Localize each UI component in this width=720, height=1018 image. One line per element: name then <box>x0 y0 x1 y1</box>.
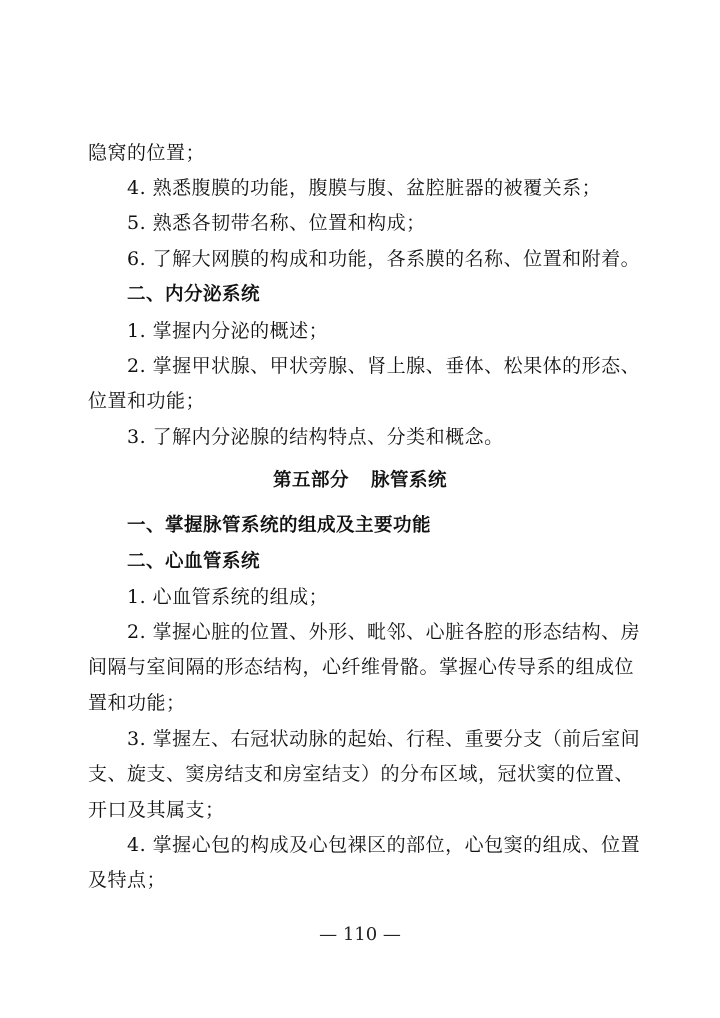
text-line: 隐窝的位置； <box>88 142 206 164</box>
list-item: 6. 了解大网膜的构成和功能，各系膜的名称、位置和附着。 <box>127 248 641 270</box>
subsection-heading: 二、内分泌系统 <box>127 284 261 305</box>
list-item: 2. 掌握甲状腺、甲状旁腺、肾上腺、垂体、松果体的形态、 <box>127 355 641 377</box>
section-name-label: 脉管系统 <box>371 470 448 491</box>
text-line: 支、旋支、窦房结支和房室结支）的分布区域，冠状窦的位置、 <box>88 763 635 785</box>
page-number: — 110 — <box>319 924 401 945</box>
list-item: 1. 掌握内分泌的概述； <box>127 320 329 342</box>
list-item: 3. 了解内分泌腺的结构特点、分类和概念。 <box>127 426 504 448</box>
list-item: 4. 熟悉腹膜的功能，腹膜与腹、盆腔脏器的被覆关系； <box>127 177 602 199</box>
text-line: 间隔与室间隔的形态结构，心纤维骨骼。掌握心传导系的组成位 <box>88 656 635 678</box>
text-line: 及特点； <box>88 869 167 891</box>
subsection-heading: 一、掌握脉管系统的组成及主要功能 <box>127 515 432 536</box>
list-item: 3. 掌握左、右冠状动脉的起始、行程、重要分支（前后室间 <box>127 728 641 750</box>
text-line: 开口及其属支； <box>88 799 225 821</box>
list-item: 4. 掌握心包的构成及心包裸区的部位，心包窦的组成、位置 <box>127 834 641 856</box>
list-item: 5. 熟悉各韧带名称、位置和构成； <box>127 212 426 234</box>
section-title <box>0 463 720 499</box>
text-line: 置和功能； <box>88 692 186 714</box>
subsection-heading: 二、心血管系统 <box>127 551 261 572</box>
section-part-label: 第五部分 <box>272 470 349 491</box>
list-item: 1. 心血管系统的组成； <box>127 586 329 608</box>
text-line: 位置和功能； <box>88 390 206 412</box>
list-item: 2. 掌握心脏的位置、外形、毗邻、心脏各腔的形态结构、房 <box>127 621 641 643</box>
